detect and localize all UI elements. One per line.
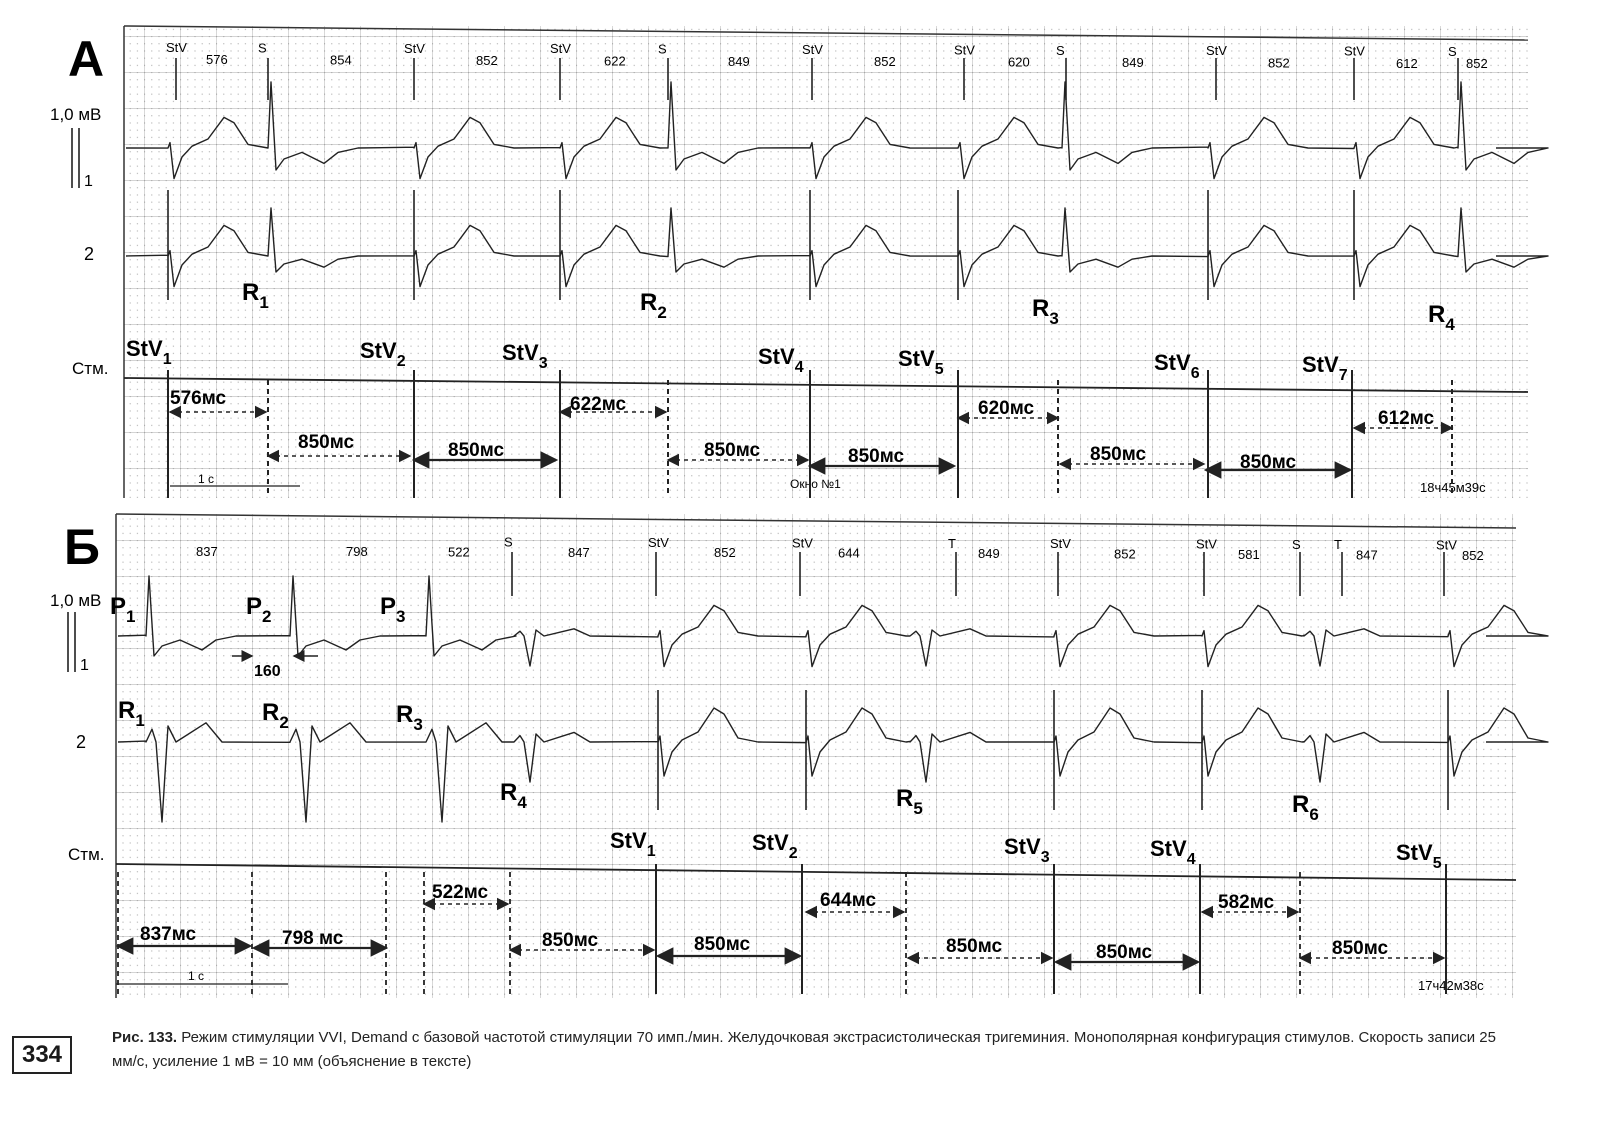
panel-a-label-stv6-sub: 6 xyxy=(1190,365,1200,382)
panel-a-mark-17: 852 xyxy=(1268,55,1290,71)
panel-b-calibration-label: 1,0 мВ xyxy=(50,591,102,610)
panel-b-grid-large xyxy=(116,514,1516,998)
panel-a-one-second-label: 1 с xyxy=(198,472,215,486)
panel-a-mark-20: S xyxy=(1448,44,1457,59)
panel-b-interval-3-label: 522мс xyxy=(432,882,489,903)
panel-a-mark-2: S xyxy=(258,40,267,56)
panel-a-mark-9: 849 xyxy=(728,53,750,69)
panel-b-label-r2-base: R xyxy=(262,699,280,726)
panel-b-interval-1-label: 837мс xyxy=(140,924,197,945)
panel-a-mark-14: S xyxy=(1056,42,1065,58)
panel-b-label-stv2-sub: 2 xyxy=(788,845,798,862)
panel-a-mark-7: 622 xyxy=(604,53,626,69)
panel-a-mark-11: 852 xyxy=(874,54,896,70)
panel-b-mark-12: 852 xyxy=(1114,546,1136,562)
panel-b-mark-0: 837 xyxy=(196,544,218,559)
panel-a-mark-12: StV xyxy=(954,42,975,58)
panel-b-label-r4-base: R xyxy=(500,779,518,806)
panel-a-label-r1-sub: 1 xyxy=(259,293,269,312)
panel-b-mark-14: 581 xyxy=(1238,546,1260,562)
panel-b-lead2-label: 2 xyxy=(76,732,87,752)
panel-b-letter: Б xyxy=(64,519,100,575)
panel-a-interval-7-label: 620мс xyxy=(978,398,1035,419)
panel-b-interval-8-label: 850мс xyxy=(1096,942,1153,963)
panel-b-label-r3-base: R xyxy=(396,701,414,728)
panel-a-label-stv7-sub: 7 xyxy=(1338,367,1348,384)
panel-a-label-stv2-sub: 2 xyxy=(396,353,406,370)
panel-b-mark-19: 852 xyxy=(1462,547,1484,563)
panel-a-label-stv4-base: StV xyxy=(758,344,795,369)
panel-a-calibration-pulse xyxy=(72,128,79,188)
panel-b-label-p1-sub: 1 xyxy=(126,607,136,626)
panel-b-interval-4-label: 850мс xyxy=(542,930,599,951)
panel-b-label-stv4-sub: 4 xyxy=(1186,851,1196,868)
panel-b-label-stv1-sub: 1 xyxy=(646,843,656,860)
panel-a-mark-13: 620 xyxy=(1008,54,1030,70)
panel-b-interval-2-label: 798 мс xyxy=(282,928,344,949)
panel-a-interval-2-label: 850мс xyxy=(298,432,355,453)
page-number: 334 xyxy=(12,1036,72,1074)
panel-b-mark-16: T xyxy=(1334,537,1342,553)
panel-a-lead1-label: 1 xyxy=(84,173,93,190)
panel-a-mark-15: 849 xyxy=(1122,55,1144,70)
panel-a-mark-5: 852 xyxy=(476,53,498,68)
panel-b-interval-6-label: 644мс xyxy=(820,890,877,911)
panel-a-label-stv3-sub: 3 xyxy=(538,355,548,372)
panel-a-mark-4: StV xyxy=(404,40,425,56)
figure-caption xyxy=(112,1026,1522,1074)
panel-b-stim-row-label: Стм. xyxy=(68,845,105,864)
panel-b-mark-7: StV xyxy=(792,535,813,551)
panel-a-label-stv5-sub: 5 xyxy=(934,361,944,378)
panel-b-mark-3: S xyxy=(504,534,513,550)
panel-b-label-p3-sub: 3 xyxy=(396,607,406,626)
panel-b-label-stv5-base: StV xyxy=(1396,840,1433,865)
panel-a-label-stv7-base: StV xyxy=(1302,352,1339,377)
panel-a-label-r4-sub: 4 xyxy=(1445,315,1455,334)
figure-caption-text: Режим стимуляции VVI, Demand с базовой частотой стимуляции 70 имп./мин. Желудочковая экстрасистолическая тригеминия. Монополярная конфигурация стимулов. Скорость записи 25 мм/с, усиление 1 мВ = 10 мм (объяснение в тексте) xyxy=(112,1029,1496,1070)
panel-b-label-r5-base: R xyxy=(896,785,914,812)
panel-b-mark-17: 847 xyxy=(1356,547,1378,563)
pr-interval-label: 160 xyxy=(254,663,281,680)
panel-b-label-r6-sub: 6 xyxy=(1309,805,1319,824)
panel-b-label-stv3-sub: 3 xyxy=(1040,849,1050,866)
panel-b-interval-9-label: 582мс xyxy=(1218,892,1275,913)
panel-b-label-stv3-base: StV xyxy=(1004,834,1041,859)
panel-a-mark-18: StV xyxy=(1344,43,1365,59)
panel-a-mark-10: StV xyxy=(802,42,823,57)
panel-b-label-r3-sub: 3 xyxy=(413,715,423,734)
panel-a xyxy=(50,26,1548,498)
panel-a-interval-3-label: 850мс xyxy=(448,440,505,461)
panel-b-timestamp: 17ч42м38с xyxy=(1418,978,1484,993)
figure-number: Рис. 133. xyxy=(112,1029,178,1046)
panel-a-label-r2-sub: 2 xyxy=(657,303,667,322)
panel-a-interval-4-label: 622мс xyxy=(570,394,627,415)
panel-b-mark-4: 847 xyxy=(568,544,590,560)
panel-b-interval-5-label: 850мс xyxy=(694,934,751,955)
panel-b-mark-5: StV xyxy=(648,535,669,550)
panel-a-label-stv1-base: StV xyxy=(126,336,163,361)
panel-a-mark-6: StV xyxy=(550,41,571,57)
panel-b-label-stv1-base: StV xyxy=(610,828,647,853)
panel-a-interval-6-label: 850мс xyxy=(848,446,905,467)
panel-b-label-p3-base: P xyxy=(380,593,397,620)
panel-a-mark-16: StV xyxy=(1206,43,1227,59)
panel-a-label-stv1-sub: 1 xyxy=(162,351,172,368)
panel-b-mark-10: 849 xyxy=(978,546,1000,561)
panel-b-calibration-pulse xyxy=(68,612,75,672)
panel-a-mark-3: 854 xyxy=(330,52,352,68)
panel-a-label-stv3-base: StV xyxy=(502,340,539,365)
panel-a-label-r4-base: R xyxy=(1428,301,1446,328)
panel-b-mark-1: 798 xyxy=(346,544,368,560)
panel-a-mark-8: S xyxy=(658,41,667,57)
panel-b-lead1-label: 1 xyxy=(80,657,89,674)
panel-b-mark-9: T xyxy=(948,535,956,551)
panel-b-label-p2-base: P xyxy=(246,593,263,620)
panel-b-mark-15: S xyxy=(1292,537,1301,552)
panel-a-calibration-label: 1,0 мВ xyxy=(50,105,102,124)
panel-b-mark-8: 644 xyxy=(838,545,860,561)
panel-b-mark-6: 852 xyxy=(714,545,736,561)
panel-a-interval-8-label: 850мс xyxy=(1090,444,1147,465)
panel-b xyxy=(50,514,1548,998)
panel-a-mark-1: 576 xyxy=(206,52,228,68)
panel-a-timestamp: 18ч45м39с xyxy=(1420,480,1486,495)
panel-b-label-stv2-base: StV xyxy=(752,830,789,855)
panel-b-label-r2-sub: 2 xyxy=(279,713,289,732)
panel-b-label-p1-base: P xyxy=(110,593,127,620)
panel-a-letter: А xyxy=(68,31,105,87)
panel-a-label-r1-base: R xyxy=(242,279,260,306)
panel-a-interval-9-label: 850мс xyxy=(1240,452,1297,473)
panel-b-one-second-label: 1 с xyxy=(188,969,205,983)
panel-a-mark-21: 852 xyxy=(1466,56,1488,72)
panel-b-mark-13: StV xyxy=(1196,536,1217,552)
panel-a-label-r3-base: R xyxy=(1032,295,1050,322)
panel-b-label-r1-sub: 1 xyxy=(135,711,145,730)
panel-b-label-r6-base: R xyxy=(1292,791,1310,818)
panel-a-label-stv5-base: StV xyxy=(898,346,935,371)
panel-a-label-stv4-sub: 4 xyxy=(794,359,804,376)
panel-b-interval-7-label: 850мс xyxy=(946,936,1003,957)
panel-b-label-stv4-base: StV xyxy=(1150,836,1187,861)
panel-a-stim-row-label: Стм. xyxy=(72,359,109,378)
panel-a-window-label: Окно №1 xyxy=(790,477,841,491)
panel-a-label-stv6-base: StV xyxy=(1154,350,1191,375)
panel-a-label-r2-base: R xyxy=(640,289,658,316)
panel-a-interval-10-label: 612мс xyxy=(1378,408,1435,429)
panel-b-label-p2-sub: 2 xyxy=(262,607,272,626)
panel-b-label-stv5-sub: 5 xyxy=(1432,855,1442,872)
panel-a-mark-19: 612 xyxy=(1396,55,1418,71)
panel-b-label-r5-sub: 5 xyxy=(913,799,923,818)
panel-a-label-stv2-base: StV xyxy=(360,338,397,363)
panel-b-mark-2: 522 xyxy=(448,544,470,560)
panel-a-mark-0: StV xyxy=(166,40,187,55)
panel-a-label-r3-sub: 3 xyxy=(1049,309,1059,328)
panel-b-interval-10-label: 850мс xyxy=(1332,938,1389,959)
panel-b-label-r4-sub: 4 xyxy=(517,793,527,812)
panel-a-interval-1-label: 576мс xyxy=(170,388,227,409)
panel-b-label-r1-base: R xyxy=(118,697,136,724)
panel-a-interval-5-label: 850мс xyxy=(704,440,761,461)
panel-a-lead2-label: 2 xyxy=(84,244,95,264)
panel-b-mark-11: StV xyxy=(1050,536,1071,552)
panel-b-mark-18: StV xyxy=(1436,537,1457,553)
